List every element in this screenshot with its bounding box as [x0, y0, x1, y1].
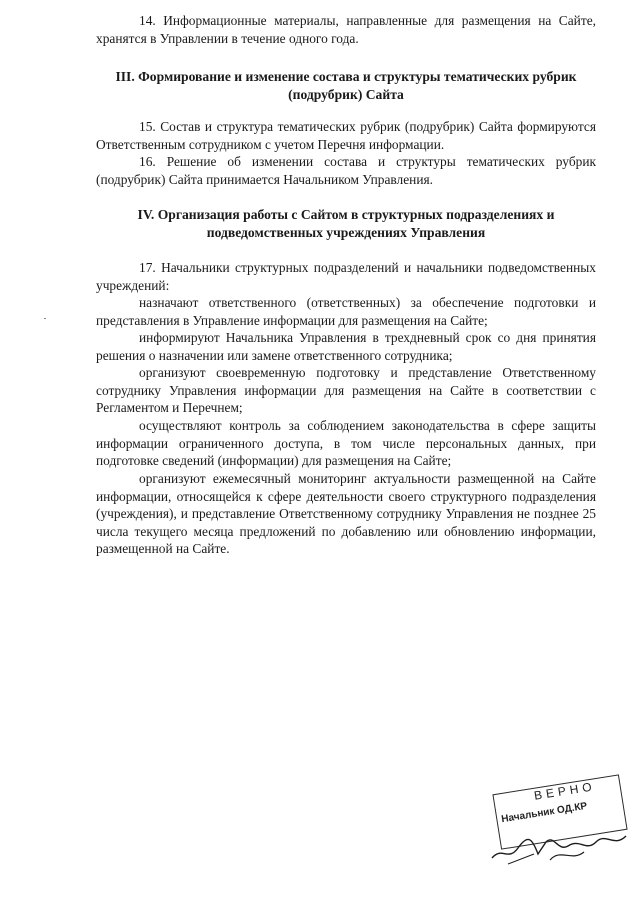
- section-heading-3: III. Формирование и изменение состава и структуры тематических рубрик (подрубрик) Сайта: [115, 69, 577, 102]
- paragraph-17-item-3: организуют своевременную подготовку и представление Ответственному сотруднику Управления информации для размещения на Сайте в соответствии с Регламентом и Перечнем;: [96, 365, 596, 416]
- stamp-position: Начальник ОД.КР: [500, 800, 588, 826]
- section-heading-4: IV. Организация работы с Сайтом в структурных подразделениях и подведомственных учреждениях Управления: [137, 207, 555, 240]
- paragraph-17-item-1: назначают ответственного (ответственных) за обеспечение подготовки и представления в Управление информации для размещения на Сайте;: [96, 295, 596, 328]
- scan-speck: [44, 318, 46, 319]
- paragraph-16: 16. Решение об изменении состава и структуры тематических рубрик (подрубрик) Сайта принимается Начальником Управления.: [96, 154, 596, 187]
- paragraph-17-item-5: организуют ежемесячный мониторинг актуальности размещенной на Сайте информации, относящейся к сфере деятельности своего структурного подразделения (учреждения), и представление Ответственному сотруднику Управления не позднее 25 числа текущего месяца предложений по добавлению или обновлению информации, размещенной на Сайте.: [96, 471, 596, 557]
- handwritten-signature: [488, 818, 638, 868]
- stamp-title: ВЕРНО: [533, 779, 597, 803]
- paragraph-17: 17. Начальники структурных подразделений и начальники подведомственных учреждений:: [96, 260, 596, 293]
- paragraph-17-item-4: осуществляют контроль за соблюдением законодательства в сфере защиты информации ограниченного доступа, в том числе персональных данных, при подготовке сведений (информации) для размещения на Сайте;: [96, 418, 596, 469]
- paragraph-15: 15. Состав и структура тематических рубрик (подрубрик) Сайта формируются Ответственным сотрудником с учетом Перечня информации.: [96, 119, 596, 152]
- paragraph-17-item-2: информируют Начальника Управления в трехдневный срок со дня принятия решения о назначении или замене ответственного сотрудника;: [96, 330, 596, 363]
- paragraph-14: 14. Информационные материалы, направленные для размещения на Сайте, хранятся в Управлении в течение одного года.: [96, 13, 596, 46]
